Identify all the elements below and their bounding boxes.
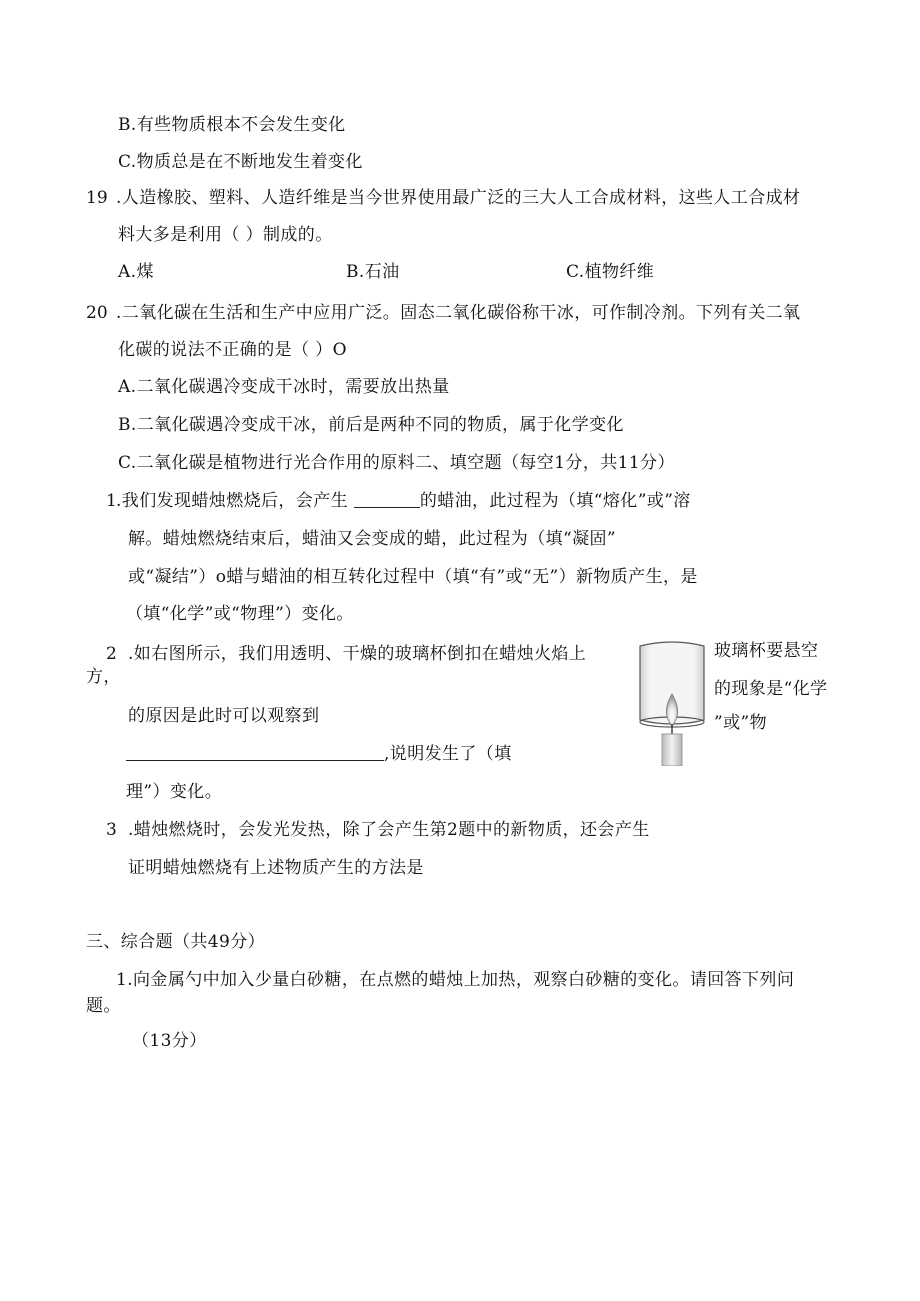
section3-q1-line1: 1.向金属勺中加入少量白砂糖，在点燃的蜡烛上加热，观察白砂糖的变化。请回答下列问 bbox=[116, 970, 795, 990]
q19-stem-line1: .人造橡胶、塑料、人造纤维是当今世界使用最广泛的三大人工合成材料，这些人工合成材 bbox=[116, 188, 801, 208]
fill-q1-number: 1 bbox=[106, 491, 117, 511]
fill-q2-number: 2 bbox=[106, 644, 117, 664]
q19-number: 19 bbox=[86, 188, 108, 208]
q19-option-a: A.煤 bbox=[118, 262, 154, 282]
fill-q2-blank[interactable] bbox=[126, 744, 384, 761]
q20-option-c: C.二氧化碳是植物进行光合作用的原料二、填空题（每空1分，共11分） bbox=[118, 453, 675, 473]
fill-q3-number: 3 bbox=[106, 820, 117, 840]
q20-option-b: B.二氧化碳遇冷变成干冰，前后是两种不同的物质，属于化学变化 bbox=[118, 415, 624, 435]
fill-q2-line1: .如右图所示，我们用透明、干燥的玻璃杯倒扣在蜡烛火焰上 bbox=[128, 644, 587, 664]
q20-stem-line2: 化碳的说法不正确的是（ ）O bbox=[118, 340, 347, 360]
fill-q1-line3: 或“凝结”）o蜡与蜡油的相互转化过程中（填“有”或“无”）新物质产生，是 bbox=[128, 567, 698, 587]
fill-q1-line1-part-b: 的蜡油，此过程为（填“熔化”或”溶 bbox=[419, 491, 691, 511]
fill-q1-line1-part-a: .我们发现蜡烛燃烧后，会产生 bbox=[116, 491, 354, 511]
q20-stem-line1: .二氧化碳在生活和生产中应用广泛。固态二氧化碳俗称干冰，可作制冷剂。下列有关二氧 bbox=[116, 303, 801, 323]
fill-q2-line1-cont: 方， bbox=[86, 667, 121, 687]
candle-body bbox=[662, 734, 682, 766]
fill-q1-line4: （填“化学”或“物理”）变化。 bbox=[126, 604, 354, 624]
q19-stem-line2: 料大多是利用（ ）制成的。 bbox=[118, 225, 333, 245]
fill-q1-line2: 解。蜡烛燃烧结束后，蜡油又会变成的蜡，此过程为（填“凝固” bbox=[128, 529, 616, 549]
glass-cup-over-candle-icon bbox=[632, 636, 712, 766]
section3-title: 三、综合题（共49分） bbox=[86, 932, 266, 952]
q18-option-c: C.物质总是在不断地发生着变化 bbox=[118, 152, 363, 172]
fill-q2-line2: 的原因是此时可以观察到 bbox=[128, 706, 320, 726]
q20-number: 20 bbox=[86, 303, 108, 323]
q18-option-b: B.有些物质根本不会发生变化 bbox=[118, 115, 346, 135]
fill-q3-line1: .蜡烛燃烧时，会发光发热，除了会产生第2题中的新物质，还会产生 bbox=[128, 820, 650, 840]
fill-q2-side-line3: ”或”物 bbox=[714, 713, 767, 733]
section3-q1-score: （13分） bbox=[132, 1031, 207, 1051]
section3-q1-line2: 题。 bbox=[86, 996, 121, 1016]
fill-q2-side-line2: 的现象是“化学 bbox=[714, 679, 828, 699]
fill-q2-line3 bbox=[126, 743, 512, 765]
fill-q2-line3-tail: ,说明发生了（填 bbox=[384, 744, 512, 764]
q19-option-c: C.植物纤维 bbox=[566, 262, 655, 282]
q20-option-a: A.二氧化碳遇冷变成干冰时，需要放出热量 bbox=[118, 377, 450, 397]
fill-q1-blank[interactable] bbox=[354, 491, 420, 508]
fill-q2-side-line1: 玻璃杯要悬空 bbox=[714, 641, 819, 661]
q19-option-b: B.石油 bbox=[346, 262, 400, 282]
fill-q3-line2: 证明蜡烛燃烧有上述物质产生的方法是 bbox=[128, 858, 424, 878]
fill-q1-line1 bbox=[116, 490, 691, 512]
fill-q2-line4: 理”）变化。 bbox=[126, 782, 223, 802]
